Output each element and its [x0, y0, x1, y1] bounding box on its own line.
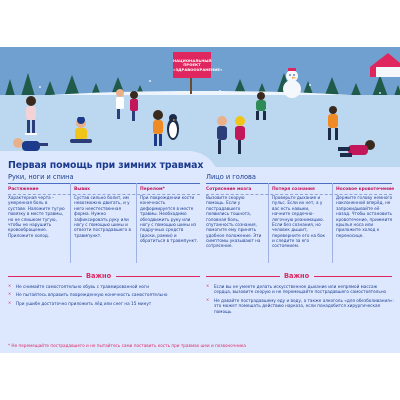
page-title: Первая помощь при зимних травмах	[8, 160, 204, 171]
warning-list-left	[8, 284, 200, 309]
column-heading-rule	[206, 194, 392, 195]
column-text: Вызовите скорую помощь. Если у пострадавшего появились тошнота, головная боль, спутанность сознания, помогите ему принять удобное положение. Эти симптомы указывают на сотрясение.	[206, 195, 262, 249]
column-divider	[70, 183, 71, 263]
skater-figure	[212, 115, 252, 157]
column-text: При повреждении кости конечность деформируется в месте травмы. Необходимо обездвижить руку или ногу с помощью шины из подручных средств (доски, рамки) и обратиться в травмпункт.	[140, 195, 198, 243]
face-subtitle: Лицо и голова	[206, 173, 256, 181]
warning-item: ✕ При ушибе достаточно приложить лёд или снег на 15 минут	[8, 301, 200, 306]
warning-list-right	[206, 284, 394, 317]
skater-figure	[110, 87, 144, 123]
project-sign: НАЦИОНАЛЬНЫЙ ПРОЕКТ «ЗДРАВООХРАНЕНИЕ»	[173, 52, 211, 78]
warning-item: ✕ Если вы не умеете делать искусственное дыхание или непрямой массаж сердца, вызовите скорую и не перемещайте пострадавшего самостоятельно	[206, 284, 394, 295]
column-heading: Растяжение	[8, 187, 39, 192]
column-heading: Носовое кровотечение	[336, 187, 395, 192]
skater-figure	[250, 91, 272, 121]
sign-pole	[190, 78, 192, 94]
warning-rule	[116, 276, 200, 277]
face-column	[272, 187, 328, 249]
limbs-subtitle-underline	[8, 183, 200, 184]
column-divider	[136, 183, 137, 263]
column-text: Характерная черта – умеренная боль в суставе. Наложите тугую повязку в месте травмы, но не слишком тугую, чтобы не нарушить кровообращение. Приложите холод.	[8, 195, 65, 238]
warning-item: ✕ Не снимайте самостоятельно обувь с травмированной ноги	[8, 284, 200, 289]
warning-rule	[8, 276, 82, 277]
limbs-column	[140, 187, 200, 243]
warning-heading: Важно	[86, 272, 112, 280]
column-text: Проверьте дыхание и пульс. Если их нет, а у вас есть навыки, начните сердечно-легочную реанимацию. Если без сознания, но человек дышит, переверните его на бок и следите за его состоянием.	[272, 195, 326, 249]
warning-rule	[206, 276, 280, 277]
warning-rule	[314, 276, 392, 277]
column-heading: Потеря сознания	[272, 187, 315, 192]
column-divider	[268, 183, 269, 263]
snowman	[283, 65, 301, 99]
column-text: Держите голову немного наклоненной вперёд, не запрокидывайте её назад. Чтобы остановить кровотечение, прижмите крылья носа или приложите холод к переносице.	[336, 195, 393, 238]
warning-item: ✕ Не пытайтесь вправить поврежденную конечность самостоятельно	[8, 292, 200, 297]
warning-item: ✕ Не давайте пострадавшему еду и воду, а также алкоголь «для обезболивания»: это может помешать действию наркоза, если понадобится хирургическая помощь	[206, 298, 394, 314]
skater-figure	[20, 95, 42, 137]
face-subtitle-underline	[206, 183, 392, 184]
skater-figure	[148, 109, 168, 149]
fallen-skater-figure	[336, 137, 380, 163]
column-heading: Сотрясение мозга	[206, 187, 252, 192]
column-heading: Вывих	[74, 187, 91, 192]
column-text: Сустав сильно болит, им невозможно двигать, и у него неестественная форма. Нужно зафиксировать руку или ногу с помощью шины и отвезти пострадавшего в травмпункт.	[74, 195, 131, 238]
penguin-figure	[166, 113, 180, 141]
footnote: * Не перемещайте пострадавшего и не пытайтесь сами поставить кость при травмах шеи и позвоночника	[8, 343, 246, 348]
column-heading: Перелом*	[140, 187, 165, 192]
skater-figure	[66, 117, 96, 151]
limbs-subtitle: Руки, ноги и спина	[8, 173, 74, 181]
red-roof-hut	[370, 53, 400, 77]
ice-rink-illustration	[0, 47, 400, 165]
column-divider	[332, 183, 333, 263]
face-column	[206, 187, 264, 249]
warning-heading: Важно	[284, 272, 310, 280]
column-heading-rule	[8, 194, 200, 195]
